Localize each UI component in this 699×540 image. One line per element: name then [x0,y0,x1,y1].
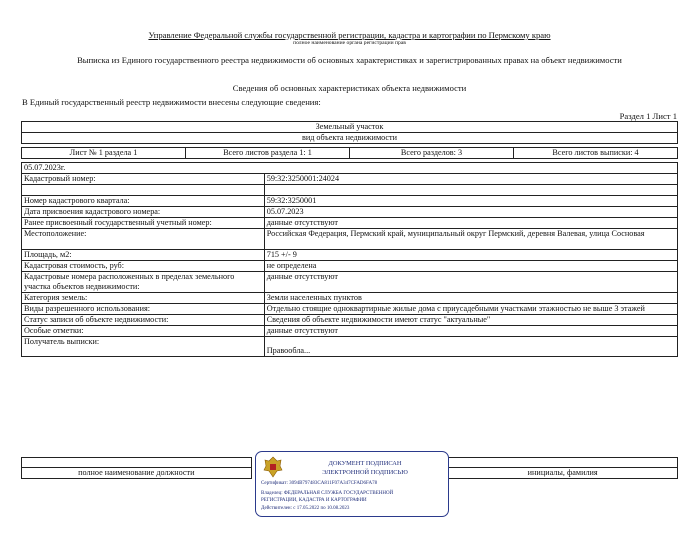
stamp-line1: ДОКУМЕНТ ПОДПИСАН [328,460,402,467]
row-value: Земли населенных пунктов [264,293,677,304]
row-label: Статус записи об объекте недвижимости: [22,315,265,326]
row-label: Виды разрешенного использования: [22,304,265,315]
object-type-table [21,121,678,144]
table-row [22,337,678,357]
row-value: данные отсутствуют [264,218,677,229]
object-type-caption: вид объекта недвижимости [22,133,678,144]
intro-text: В Единый государственный реестр недвижимости внесены следующие сведения: [22,97,321,107]
total-sections: Всего разделов: 3 [350,148,514,159]
row-value: 715 +/- 9 [264,250,677,261]
table-row [22,196,678,207]
object-type: Земельный участок [22,122,678,133]
org-caption: полное наименование органа регистрации прав [293,40,406,46]
extract-date: 05.07.2023г. [22,163,678,174]
sheet-number: Лист № 1 раздела 1 [22,148,186,159]
table-row [22,326,678,337]
row-value [264,185,677,196]
row-label: Площадь, м2: [22,250,265,261]
table-row [22,174,678,185]
row-label: Категория земель: [22,293,265,304]
row-value: данные отсутствуют [264,326,677,337]
total-sheets-extract: Всего листов выписки: 4 [514,148,678,159]
row-value: 05.07.2023 [264,207,677,218]
stamp-valid: Действителен: с 17.05.2022 по 10.08.2023 [261,506,350,511]
table-row [22,304,678,315]
total-sheets-section: Всего листов раздела 1: 1 [186,148,350,159]
stamp-cert: Сертификат: 3094B797483CA811F07A347CFAD6FA78 [261,481,378,486]
row-label: Особые отметки: [22,326,265,337]
section-sheet: Раздел 1 Лист 1 [619,111,677,121]
row-label: Дата присвоения кадастрового номера: [22,207,265,218]
row-label: Получатель выписки: [22,337,265,357]
table-row [22,272,678,293]
row-value: Российская Федерация, Пермский край, муниципальный округ Пермский, деревня Валевая, улица Сосновая [264,229,677,250]
position-cell [22,458,252,468]
table-row [22,185,678,196]
org-title: Управление Федеральной службы государственной регистрации, кадастра и картографии по Пермскому краю [148,30,551,40]
sheet-info-table [21,147,678,159]
table-row [22,250,678,261]
table-row [22,315,678,326]
position-caption: полное наименование должности [22,468,252,479]
extract-title: Выписка из Единого государственного реестра недвижимости об основных характеристиках и зарегистрированных правах на объект недвижимости [77,55,622,65]
row-label: Номер кадастрового квартала: [22,196,265,207]
row-label [22,185,265,196]
row-value: Правообла... [264,337,677,357]
initials-caption: инициалы, фамилия [448,468,678,479]
table-row [22,293,678,304]
table-row [22,207,678,218]
row-label: Ранее присвоенный государственный учетный номер: [22,218,265,229]
row-label: Местоположение: [22,229,265,250]
row-value: данные отсутствуют [264,272,677,293]
row-value: не определена [264,261,677,272]
stamp-owner: Владелец: ФЕДЕРАЛЬНАЯ СЛУЖБА ГОСУДАРСТВЕННОЙ РЕГИСТРАЦИИ, КАДАСТРА И КАРТОГРАФИИ [261,491,394,503]
row-label: Кадастровый номер: [22,174,265,185]
row-value: Сведения об объекте недвижимости имеют статус "актуальные" [264,315,677,326]
row-value: 59:32:3250001 [264,196,677,207]
emblem-icon [262,455,284,479]
e-signature-stamp [255,451,449,517]
characteristics-table [21,162,678,357]
row-label: Кадастровая стоимость, руб: [22,261,265,272]
table-row [22,229,678,250]
row-label: Кадастровые номера расположенных в пределах земельного участка объектов недвижимости: [22,272,265,293]
info-title: Сведения об основных характеристиках объекта недвижимости [232,83,467,93]
row-value: Отдельно стоящие одноквартирные жилые дома с приусадебными участками этажностью не выше 3 этажей [264,304,677,315]
initials-cell [448,458,678,468]
table-row [22,261,678,272]
stamp-line2: ЭЛЕКТРОННОЙ ПОДПИСЬЮ [322,469,408,476]
table-row [22,218,678,229]
row-value: 59:32:3250001:24024 [264,174,677,185]
